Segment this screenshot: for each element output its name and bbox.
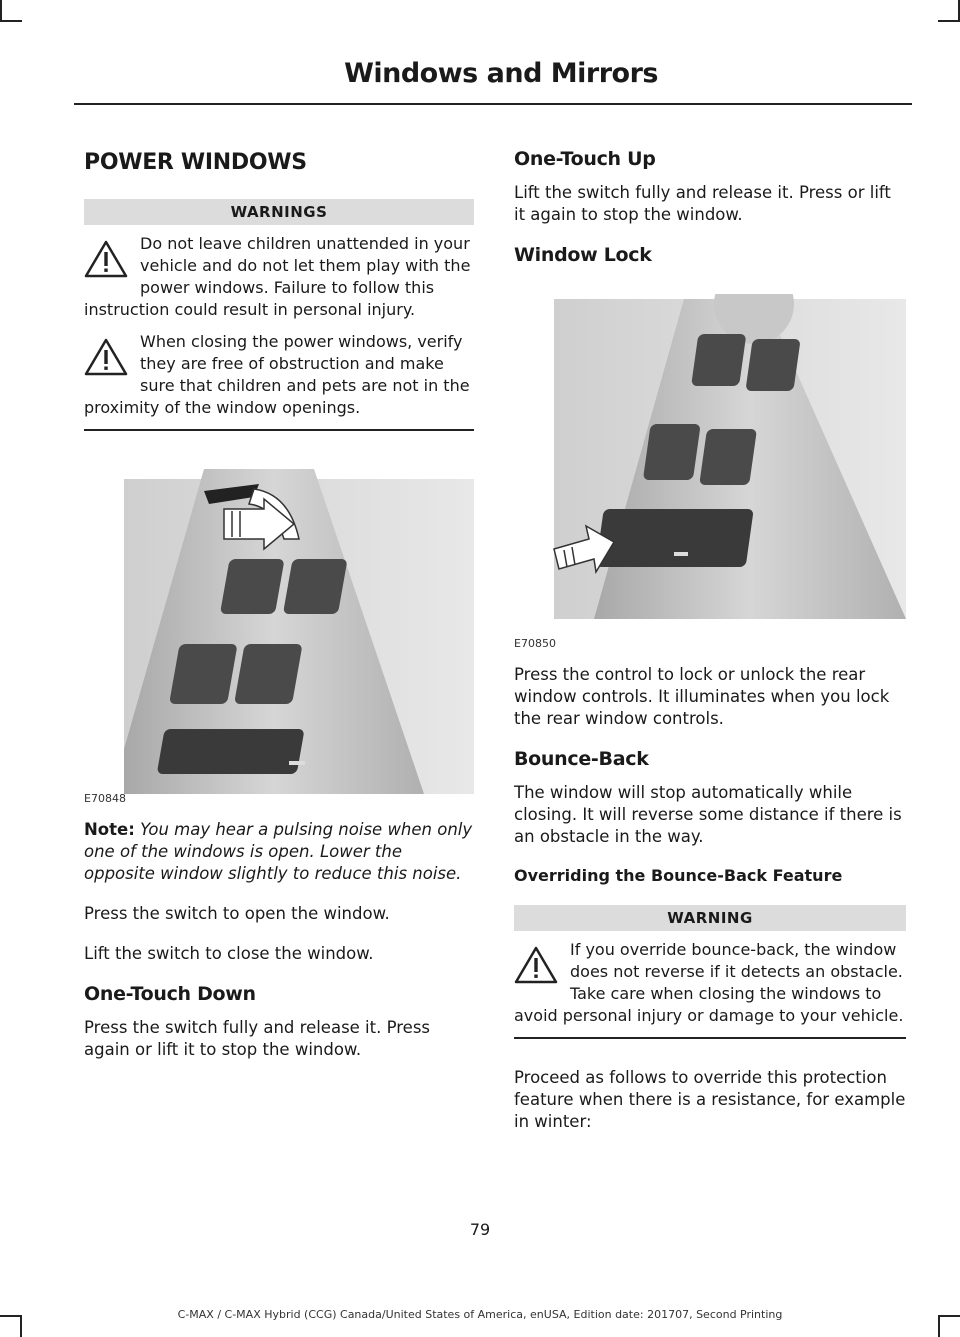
window-lock-illustration [514,294,906,654]
body-paragraph: Press the switch to open the window. [84,904,390,923]
warning-header: WARNING [514,905,906,931]
window-switch-illustration [84,449,474,809]
body-paragraph: Press the control to lock or unlock the rear window controls. It illuminates when you lock the rear window controls. [514,665,890,728]
warning-text: If you override bounce-back, the window does not reverse if it detects an obstacle. Take care when closing the windows to avoid personal injury or damage to your vehicle. [514,940,904,1025]
note-text: You may hear a pulsing noise when only one of the windows is open. Lower the opposite window slightly to reduce this noise. [84,820,473,883]
warning-text: When closing the power windows, verify they are free of obstruction and make sure that children and pets are not in the proximity of the window openings. [84,332,470,417]
crop-mark [0,20,22,22]
figure-code: E70850 [514,637,556,650]
warning-item [84,233,474,321]
note-paragraph [84,819,474,885]
warning-end-rule [84,429,474,431]
warning-triangle-icon [84,337,128,377]
note-lead: Note: [84,820,135,839]
warning-item [514,939,906,1027]
subheading: One-Touch Down [84,983,256,1005]
warning-end-rule [514,1037,906,1039]
left-column [84,140,474,1079]
page-header-title: Windows and Mirrors [344,58,658,89]
body-paragraph: Lift the switch fully and release it. Press or lift it again to stop the window. [514,183,891,224]
warning-triangle-icon [514,945,558,985]
figure-code: E70848 [84,792,126,805]
body-paragraph: Lift the switch to close the window. [84,944,374,963]
section-title: POWER WINDOWS [84,150,307,175]
page-number: 79 [469,1220,491,1239]
crop-mark [938,20,960,22]
page-footer: C-MAX / C-MAX Hybrid (CCG) Canada/United States of America, enUSA, Edition date: 201707, Second Printing [177,1308,783,1321]
header-rule [74,103,912,105]
window-switch-figure [84,449,474,809]
subheading: One-Touch Up [514,148,656,170]
warnings-header: WARNINGS [84,199,474,225]
body-paragraph: Press the switch fully and release it. Press again or lift it to stop the window. [84,1018,431,1059]
warning-triangle-icon [84,239,128,279]
body-paragraph: The window will stop automatically while closing. It will reverse some distance if there is an obstacle in the way. [514,783,902,846]
subheading: Window Lock [514,244,652,266]
subheading: Bounce-Back [514,748,649,770]
warning-text: Do not leave children unattended in your vehicle and do not let them play with the power windows. Failure to follow this instruction could result in personal injury. [84,234,471,319]
right-column [514,140,906,1151]
window-lock-figure [514,294,904,654]
warning-item [84,331,474,419]
subheading: Overriding the Bounce-Back Feature [514,866,843,885]
body-paragraph: Proceed as follows to override this protection feature when there is a resistance, for example in winter: [514,1068,906,1131]
crop-mark [0,0,2,20]
